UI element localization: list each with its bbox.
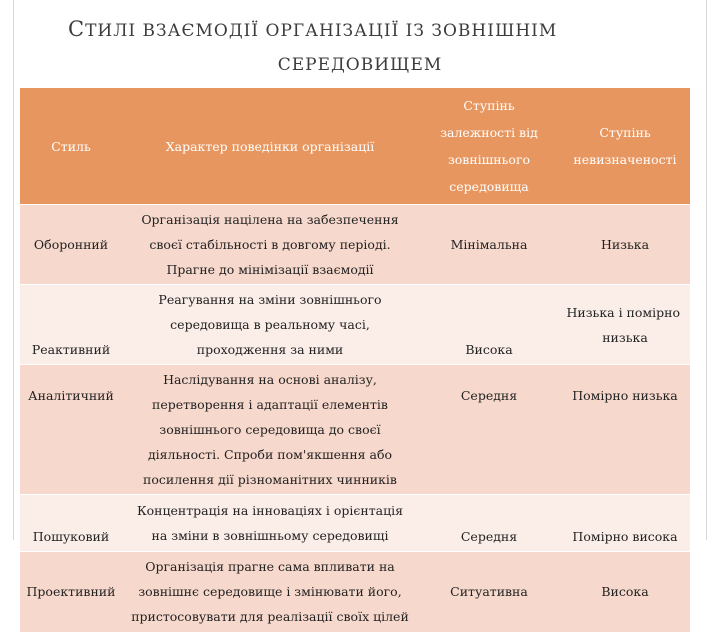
title-line-1 (20, 12, 700, 48)
cell-dependence: Ситуативна (418, 552, 560, 632)
cell-behavior: Наслідування на основі аналізу, перетворення і адаптації елементів зовнішнього середовища до своєї діяльності. Спроби пом'якшення або посилення дії різноманітних чинників (122, 365, 418, 495)
cell-style: Пошуковий (20, 495, 122, 552)
cell-uncertainty: Помірно низька (560, 365, 690, 495)
table-header-row (20, 88, 690, 205)
slide-title-block (20, 12, 700, 82)
cell-behavior: Організація прагне сама впливати на зовнішнє середовище і змінювати його, пристосовувати для реалізації своїх цілей (122, 552, 418, 632)
cell-uncertainty-line-1: Низька і помірно (566, 304, 680, 320)
cell-dependence: Мінімальна (418, 205, 560, 285)
title-initial-cap: С (68, 17, 86, 41)
left-border-line (13, 0, 14, 540)
header-style: Стиль (20, 88, 122, 205)
cell-dependence: Середня (418, 365, 560, 495)
table-row (20, 552, 690, 632)
table-header (20, 88, 690, 205)
cell-style: Проективний (20, 552, 122, 632)
cell-uncertainty-line-2: низька (602, 329, 648, 345)
table-row (20, 285, 690, 365)
title-line-2: СЕРЕДОВИЩЕМ (277, 55, 443, 75)
cell-uncertainty (560, 285, 690, 365)
table-row (20, 205, 690, 285)
cell-uncertainty: Висока (560, 552, 690, 632)
header-dependence: Ступінь залежності від зовнішнього середовища (418, 88, 560, 205)
header-uncertainty: Ступінь невизначеності (560, 88, 690, 205)
table-row (20, 365, 690, 495)
interaction-styles-table (20, 88, 690, 632)
table-body (20, 205, 690, 632)
cell-uncertainty: Низька (560, 205, 690, 285)
cell-dependence: Середня (418, 495, 560, 552)
cell-behavior: Реагування на зміни зовнішнього середовища в реальному часі, проходження за ними (122, 285, 418, 365)
cell-dependence: Висока (418, 285, 560, 365)
cell-behavior: Концентрація на інноваціях і орієнтація на зміни в зовнішньому середовищі (122, 495, 418, 552)
cell-uncertainty: Помірно висока (560, 495, 690, 552)
right-border-line (706, 0, 707, 540)
header-behavior: Характер поведінки організації (122, 88, 418, 205)
cell-style: Реактивний (20, 285, 122, 365)
title-line-1-text: ТИЛІ ВЗАЄМОДІЇ ОРГАНІЗАЦІЇ ІЗ ЗОВНІШНІМ (85, 21, 558, 41)
cell-style: Аналітичний (20, 365, 122, 495)
cell-style: Оборонний (20, 205, 122, 285)
slide-title (20, 12, 700, 82)
table-row (20, 495, 690, 552)
cell-behavior: Організація націлена на забезпечення своєї стабільності в довгому періоді. Прагне до мінімізації взаємодії (122, 205, 418, 285)
